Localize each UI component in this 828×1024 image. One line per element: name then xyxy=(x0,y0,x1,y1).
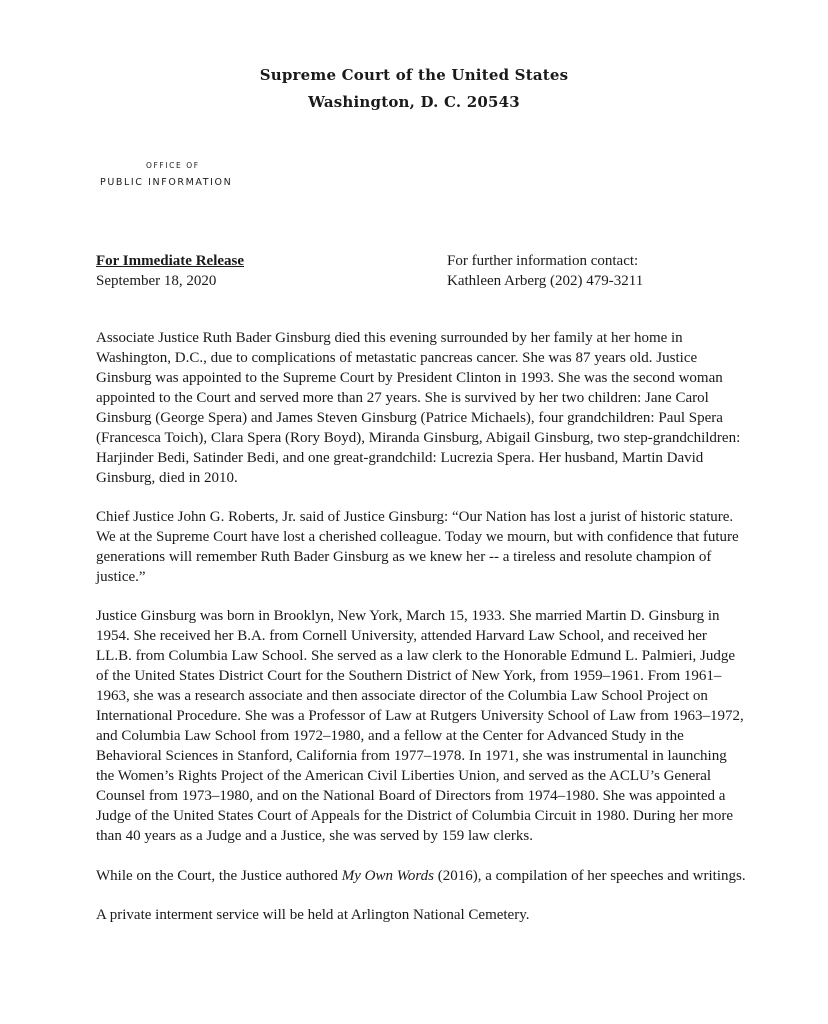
letterhead-court-name: Supreme Court of the United States xyxy=(259,66,569,84)
contact-label: For further information contact: xyxy=(447,253,639,269)
office-label: OFFICE OF xyxy=(146,161,200,170)
contact-block xyxy=(447,251,643,291)
paragraph-biography: Justice Ginsburg was born in Brooklyn, New York, March 15, 1933. She married Martin D. Ginsburg in 1954. She received her B.A. from Cornell University, attended Harvard Law School, and received her LL.B. from Columbia Law School. She served as a law clerk to the Honorable Edmund L. Palmieri, Judge of the United States District Court for the Southern District of New York, from 1959–1961. From 1961–1963, she was a research associate and then associate director of the Columbia Law School Project on International Procedure. She was a Professor of Law at Rutgers University School of Law from 1963–1972, and Columbia Law School from 1972–1980, and a fellow at the Center for Advanced Study in the Behavioral Sciences in Stanford, California from 1977–1978. In 1971, she was instrumental in launching the Women’s Rights Project of the American Civil Liberties Union, and served as the ACLU’s General Counsel from 1973–1980, and on the National Board of Directors from 1974–1980. She was appointed a Judge of the United States Court of Appeals for the District of Columbia Circuit in 1980. During her more than 40 years as a Judge and a Justice, she was served by 159 law clerks. xyxy=(96,608,744,844)
paragraph-interment: A private interment service will be held at Arlington National Cemetery. xyxy=(96,907,530,923)
release-heading: For Immediate Release xyxy=(96,253,245,269)
paragraph-book xyxy=(96,866,746,886)
office-block xyxy=(100,157,232,191)
release-block xyxy=(96,251,244,291)
letterhead xyxy=(0,62,828,116)
paragraph-chief-justice-statement: Chief Justice John G. Roberts, Jr. said of Justice Ginsburg: “Our Nation has lost a jurist of historic stature. We at the Supreme Court have lost a cherished colleague. Today we mourn, but with confidence that future generations will remember Ruth Bader Ginsburg as we knew her -- a tireless and resolute champion of justice.” xyxy=(96,509,739,585)
contact-name-phone: Kathleen Arberg (202) 479-3211 xyxy=(447,273,644,289)
office-name: PUBLIC INFORMATION xyxy=(100,177,233,188)
book-text-after: (2016), a compilation of her speeches and writings. xyxy=(434,868,746,884)
press-release-body xyxy=(96,328,746,944)
release-date: September 18, 2020 xyxy=(96,273,217,289)
paragraph-announcement: Associate Justice Ruth Bader Ginsburg died this evening surrounded by her family at her home in Washington, D.C., due to complications of metastatic pancreas cancer. She was 87 years old. Justice Ginsburg was appointed to the Supreme Court by President Clinton in 1993. She was the second woman appointed to the Court and served more than 27 years. She is survived by her two children: Jane Carol Ginsburg (George Spera) and James Steven Ginsburg (Patrice Michaels), four grandchildren: Paul Spera (Francesca Toich), Clara Spera (Rory Boyd), Miranda Ginsburg, Abigail Ginsburg, two step-grandchildren: Harjinder Bedi, Satinder Bedi, and one great-grandchild: Lucrezia Spera. Her husband, Martin David Ginsburg, died in 2010. xyxy=(96,330,741,486)
letterhead-address: Washington, D. C. 20543 xyxy=(308,93,520,111)
book-text-before: While on the Court, the Justice authored xyxy=(96,868,342,884)
book-title: My Own Words xyxy=(341,868,435,884)
